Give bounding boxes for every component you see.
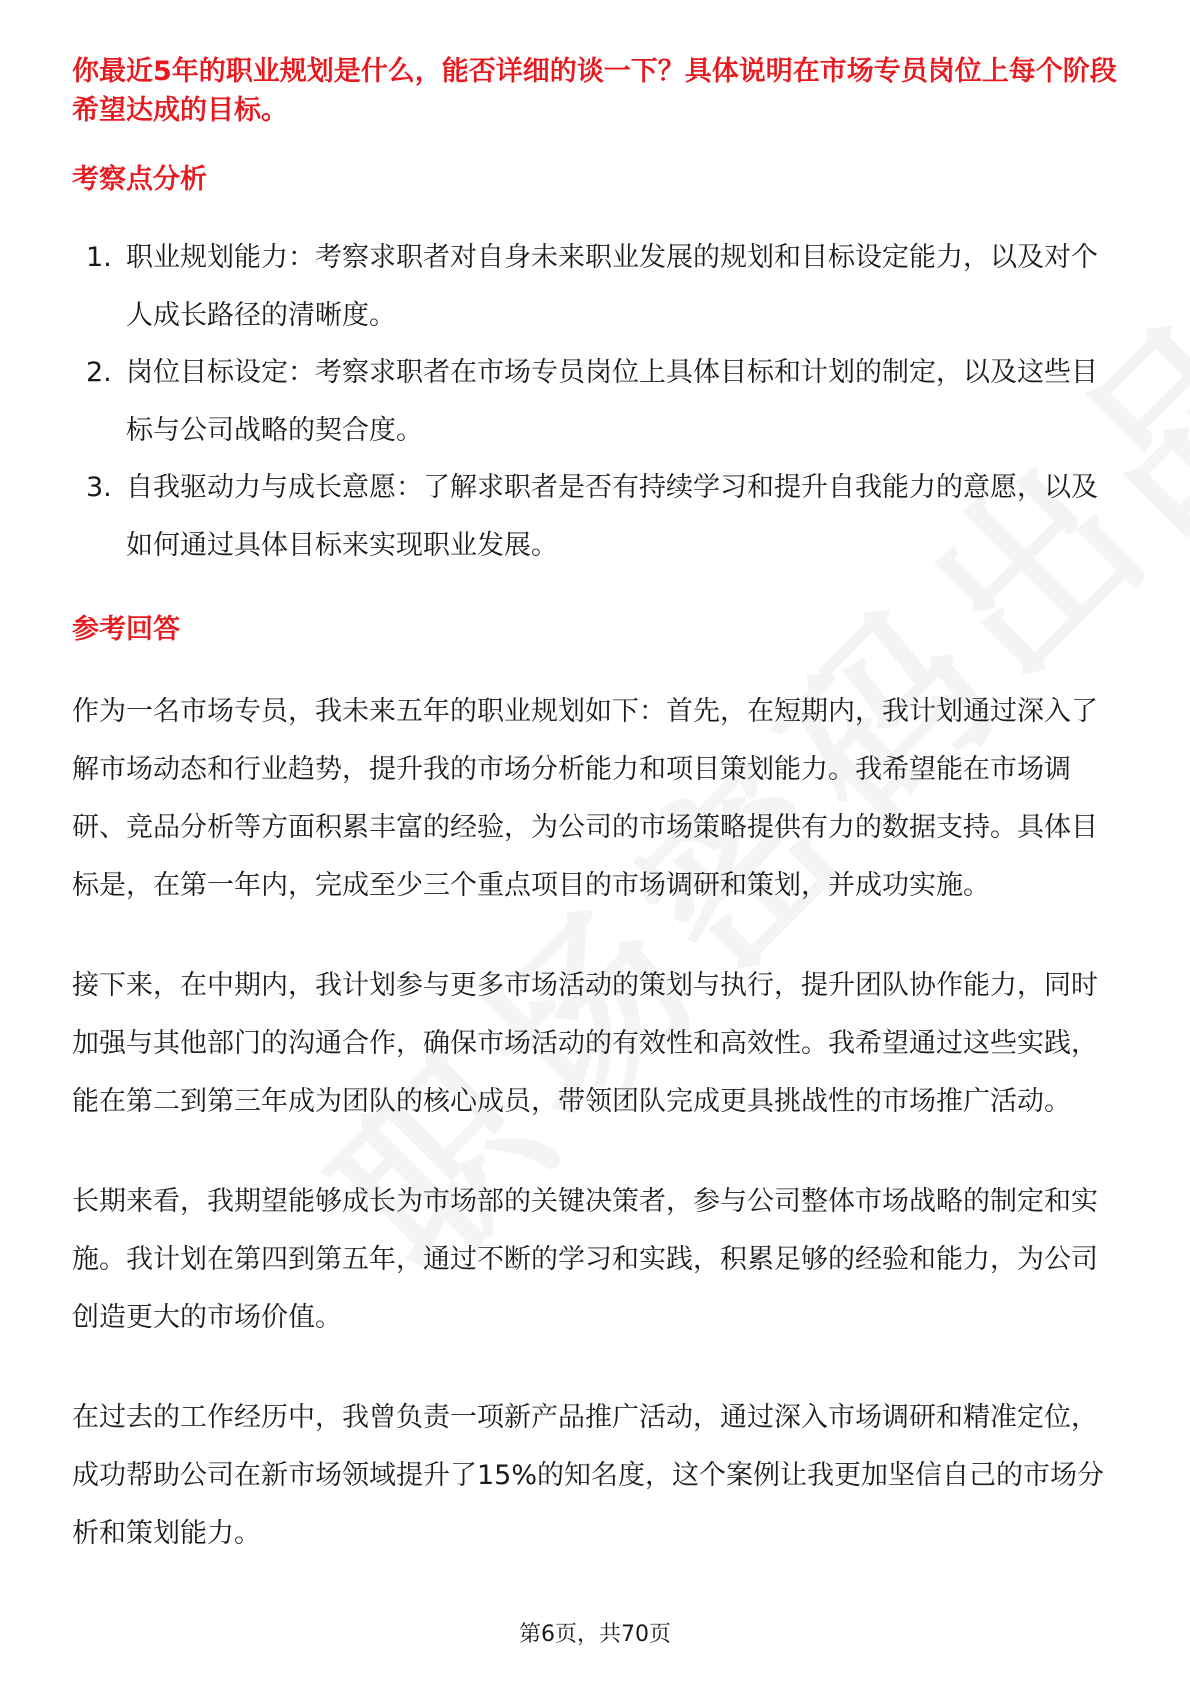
answer-paragraph: 接下来，在中期内，我计划参与更多市场活动的策划与执行，提升团队协作能力，同时加强与其他部门的沟通合作，确保市场活动的有效性和高效性。我希望通过这些实践，能在第二到第三年成为团队的核心成员，带领团队完成更具挑战性的市场推广活动。	[72, 970, 1098, 1117]
document-body	[72, 52, 1122, 1563]
page-footer: 第6页，共70页	[519, 1622, 671, 1647]
analysis-item	[72, 459, 1122, 575]
answer-paragraph: 在过去的工作经历中，我曾负责一项新产品推广活动，通过深入市场调研和精准定位，成功帮助公司在新市场领域提升了15%的知名度，这个案例让我更加坚信自己的市场分析和策划能力。	[72, 1402, 1105, 1549]
analysis-item	[72, 229, 1122, 345]
list-number: 3.	[86, 472, 112, 503]
answer-paragraph: 作为一名市场专员，我未来五年的职业规划如下：首先，在短期内，我计划通过深入了解市场动态和行业趋势，提升我的市场分析能力和项目策划能力。我希望能在市场调研、竞品分析等方面积累丰富的经验，为公司的市场策略提供有力的数据支持。具体目标是，在第一年内，完成至少三个重点项目的市场调研和策划，并成功实施。	[72, 696, 1098, 901]
answer-title: 参考回答	[72, 614, 180, 645]
analysis-item	[72, 344, 1122, 460]
analysis-item-text: 岗位目标设定：考察求职者在市场专员岗位上具体目标和计划的制定，以及这些目标与公司战略的契合度。	[126, 357, 1098, 446]
list-number: 2.	[86, 357, 112, 388]
list-number: 1.	[86, 242, 112, 273]
answer-paragraph: 长期来看，我期望能够成长为市场部的关键决策者，参与公司整体市场战略的制定和实施。我计划在第四到第五年，通过不断的学习和实践，积累足够的经验和能力，为公司创造更大的市场价值。	[72, 1186, 1098, 1333]
analysis-item-text: 自我驱动力与成长意愿：了解求职者是否有持续学习和提升自我能力的意愿，以及如何通过具体目标来实现职业发展。	[126, 472, 1098, 561]
analysis-item-text: 职业规划能力：考察求职者对自身未来职业发展的规划和目标设定能力，以及对个人成长路径的清晰度。	[126, 242, 1098, 331]
question-heading: 你最近5年的职业规划是什么，能否详细的谈一下？具体说明在市场专员岗位上每个阶段希望达成的目标。	[72, 56, 1117, 126]
analysis-list	[72, 229, 1122, 575]
analysis-title: 考察点分析	[72, 164, 207, 195]
